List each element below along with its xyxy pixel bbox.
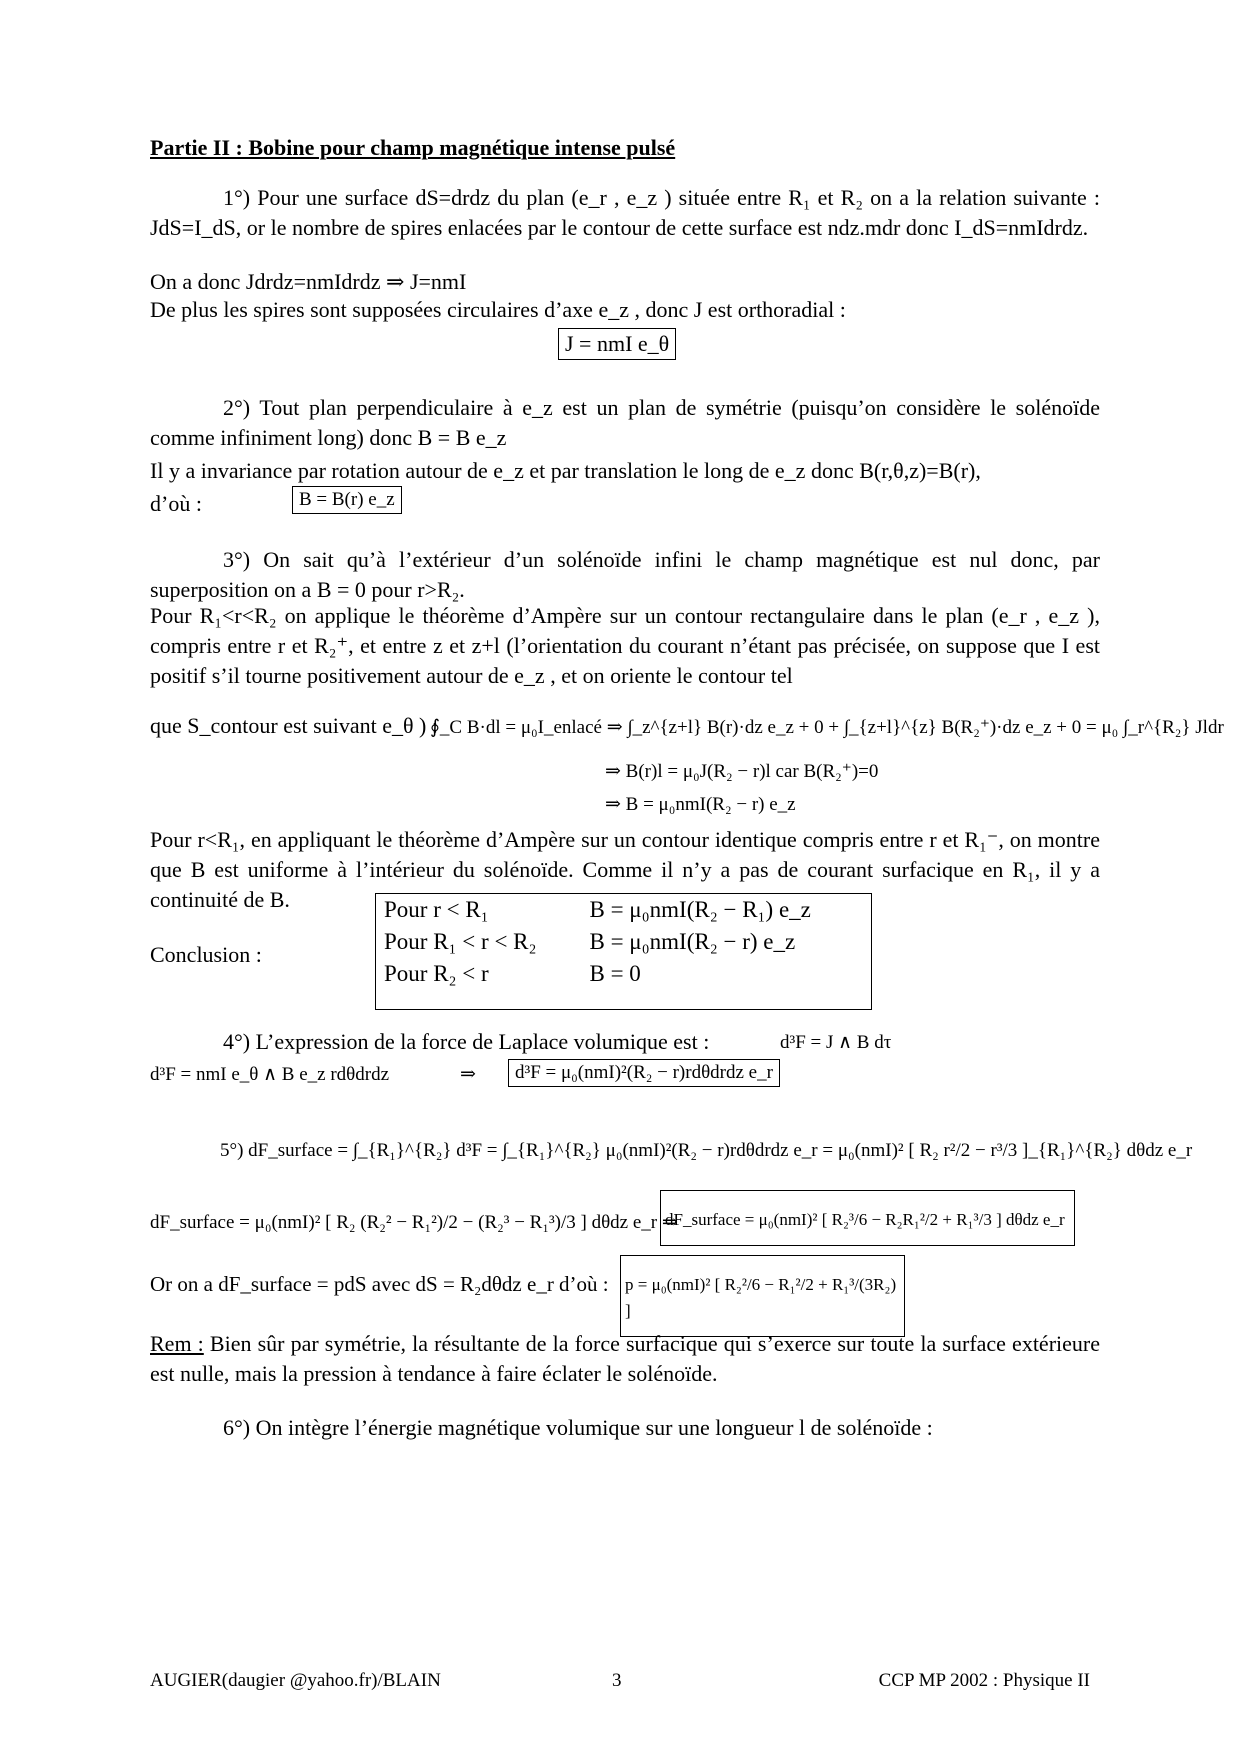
footer-author: AUGIER(daugier @yahoo.fr)/BLAIN (150, 1670, 441, 1691)
q2-paragraph: 2°) Tout plan perpendiculaire à e_z est un plan de symétrie (puisqu’on considère le solénoïde comme infiniment long) donc B = B e_z (150, 395, 1100, 450)
page-title: Partie II : Bobine pour champ magnétique intense pulsé (150, 135, 676, 160)
q4-laplace-equation: d³F = J ∧ B dτ (780, 1032, 892, 1053)
implies-arrow: ⇒ (460, 1064, 476, 1085)
remark (150, 1329, 1100, 1389)
table-row (376, 958, 871, 990)
q1-result-box: J = nmI e_θ (558, 328, 676, 360)
conclusion-cond: Pour R₂ < r (384, 961, 489, 986)
q5-line1: 5°) dF_surface = ∫_{R₁}^{R₂} d³F = ∫_{R₁}^{R₂} μ₀(nmI)²(R₂ − r)rdθdrdz e_r = μ₀(nmI)² [ R₂ r²/2 − r³/3 ]_{R₁}^{R₂} dθdz e_r (220, 1140, 1193, 1161)
q1-paragraph: 1°) Pour une surface dS=drdz du plan (e_r , e_z ) située entre R₁ et R₂ on a la relation suivante : JdS=I_dS, or le nombre de spires enlacées par le contour de cette surface est ndz.mdr donc I_dS=nmIdrdz. (150, 185, 1100, 240)
q3-paragraph2: Pour R₁<r<R₂ on applique le théorème d’Ampère sur un contour rectangulaire dans le plan (e_r , e_z ), compris entre r et R₂⁺, et entre z et z+l (l’orientation du courant n’étant pas précisée, on suppose que I est positif s’il tourne positivement autour de e_z , et on oriente le contour tel (150, 603, 1100, 688)
q3-paragraph3: Pour r<R₁, en appliquant le théorème d’Ampère sur un contour identique compris entre r et R₁⁻, on montre que B est uniforme à l’intérieur du solénoïde. Comme il n’y a pas de courant surfacique en R₁, il y a continuité de B. (150, 827, 1100, 912)
q5-force-box: dF_surface = μ₀(nmI)² [ R₂³/6 − R₂R₁²/2 + R₁³/3 ] dθdz e_r (665, 1210, 1065, 1229)
q3-que-line: que S_contour est suivant e_θ ) : (150, 713, 438, 738)
q4-paragraph: 4°) L’expression de la force de Laplace volumique est : (223, 1029, 710, 1054)
q5-pressure-box: p = μ₀(nmI)² [ R₂²/6 − R₁²/2 + R₁³/(3R₂) ] (625, 1275, 897, 1320)
q5-line2: dF_surface = μ₀(nmI)² [ R₂ (R₂² − R₁²)/2 − (R₂³ − R₁³)/3 ] dθdz e_r ⇒ (150, 1212, 678, 1233)
q2-line1: Il y a invariance par rotation autour de e_z et par translation le long de e_z donc B(r,θ,z)=B(r), (150, 458, 981, 483)
q3-equation3: ⇒ B = μ₀nmI(R₂ − r) e_z (605, 794, 796, 815)
q1-line2: De plus les spires sont supposées circulaires d’axe e_z , donc J est orthoradial : (150, 297, 846, 322)
conclusion-cond: Pour R₁ < r < R₂ (384, 929, 537, 954)
conclusion-cond: Pour r < R₁ (384, 897, 489, 922)
conclusion-result: B = μ₀nmI(R₂ − r) e_z (589, 929, 796, 954)
conclusion-label: Conclusion : (150, 942, 262, 967)
conclusion-result: B = 0 (589, 961, 641, 986)
q1-line1: On a donc Jdrdz=nmIdrdz ⇒ J=nmI (150, 269, 467, 294)
q3-equation2: ⇒ B(r)l = μ₀J(R₂ − r)l car B(R₂⁺)=0 (605, 761, 879, 782)
q2-line2: d’où : (150, 491, 202, 516)
q3-paragraph: 3°) On sait qu’à l’extérieur d’un solénoïde infini le champ magnétique est nul donc, par superposition on a B = 0 pour r>R₂. (150, 547, 1100, 602)
table-row (376, 926, 871, 958)
conclusion-result: B = μ₀nmI(R₂ − R₁) e_z (589, 897, 811, 922)
q6-paragraph: 6°) On intègre l’énergie magnétique volumique sur une longueur l de solénoïde : (223, 1415, 933, 1440)
q4-equation: d³F = nmI e_θ ∧ B e_z rdθdrdz (150, 1064, 390, 1085)
q3-ampere-equation: ∮_C B·dl = μ₀I_enlacé ⇒ ∫_z^{z+l} B(r)·dz e_z + 0 + ∫_{z+l}^{z} B(R₂⁺)·dz e_z + 0 = μ₀ ∫_r^{R₂} Jldr (430, 717, 1224, 738)
remark-label: Rem : (150, 1331, 204, 1356)
conclusion-table (375, 893, 872, 1010)
footer-page-number: 3 (612, 1670, 622, 1691)
footer-title: CCP MP 2002 : Physique II (878, 1670, 1090, 1691)
remark-text: Bien sûr par symétrie, la résultante de la force surfacique qui s’exerce sur toute la surface extérieure est nulle, mais la pression à tendance à faire éclater le solénoïde. (150, 1331, 1100, 1386)
q2-result-box: B = B(r) e_z (292, 486, 402, 514)
table-row (376, 894, 871, 926)
q4-result-box: d³F = μ₀(nmI)²(R₂ − r)rdθdrdz e_r (508, 1059, 780, 1087)
q5-line3: Or on a dF_surface = pdS avec dS = R₂dθdz e_r d’où : (150, 1272, 609, 1296)
